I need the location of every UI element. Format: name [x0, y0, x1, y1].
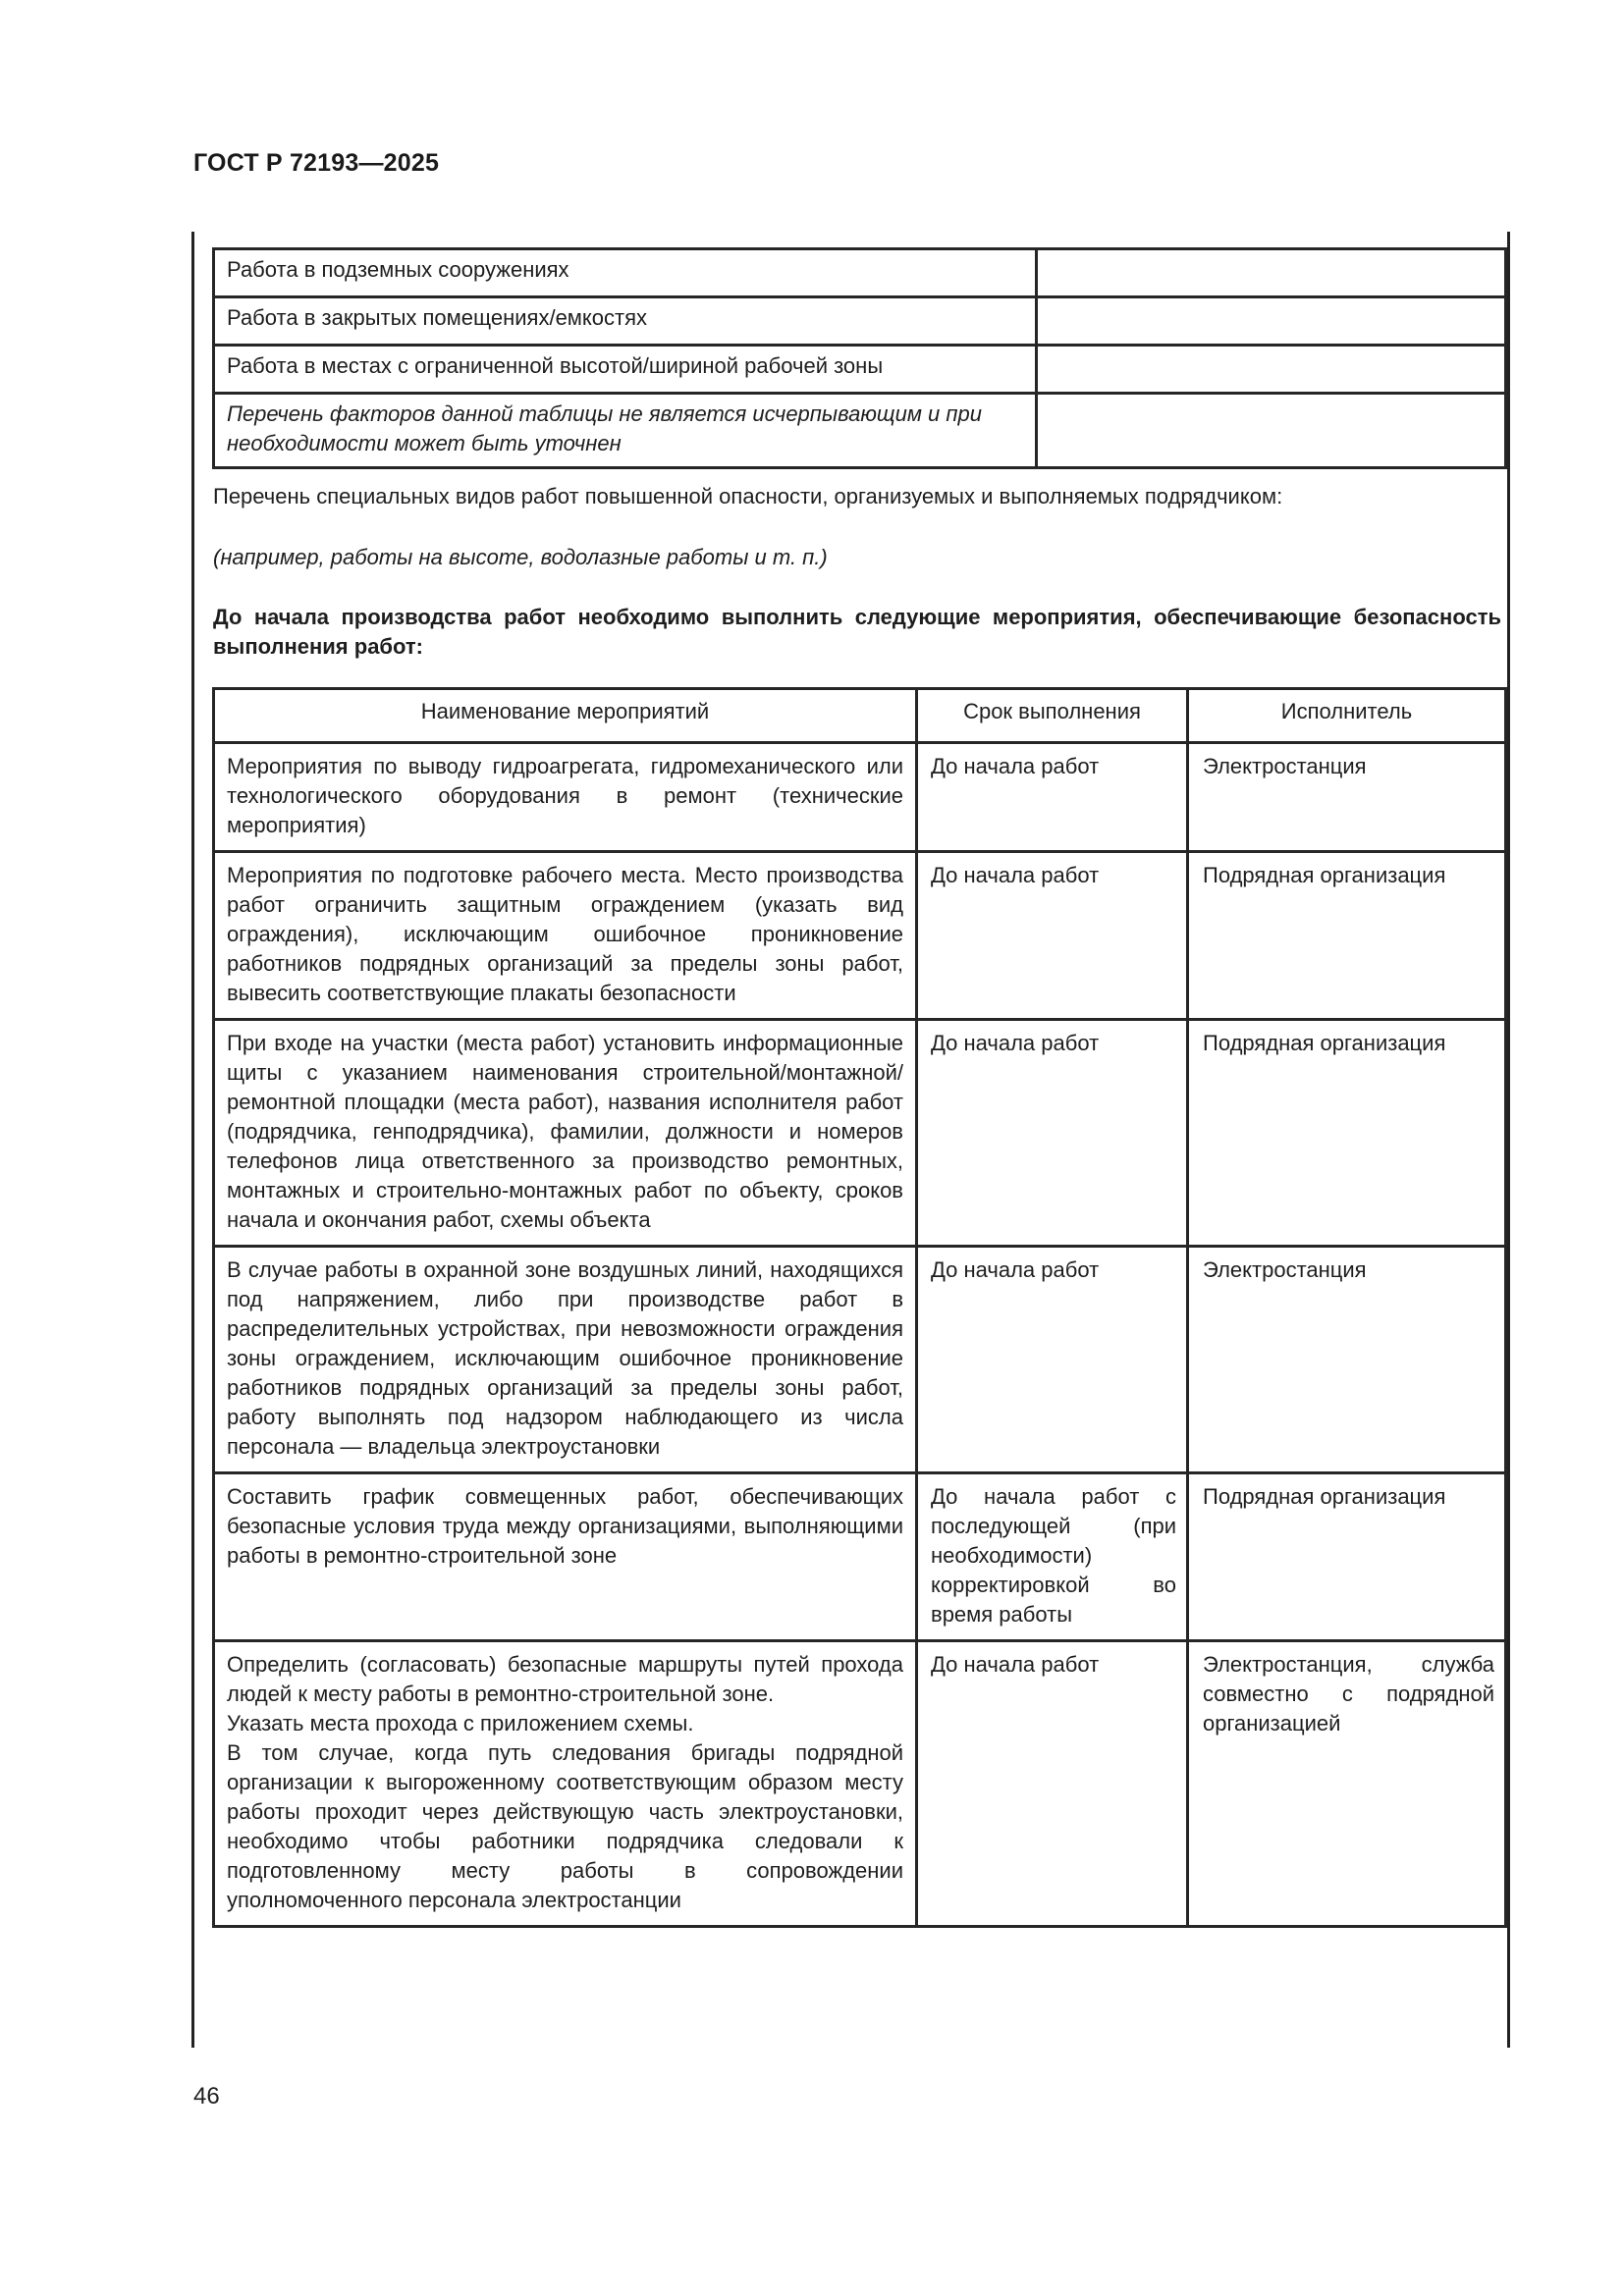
factor-value	[1037, 346, 1506, 394]
executor-cell: Подрядная организация	[1188, 1473, 1506, 1641]
executor-cell: Подрядная организация	[1188, 852, 1506, 1020]
factor-label: Работа в подземных сооружениях	[214, 249, 1037, 297]
factor-value	[1037, 297, 1506, 346]
table-row	[214, 1473, 1506, 1641]
page-number: 46	[193, 2083, 220, 2109]
table-header-row	[214, 689, 1506, 743]
factor-label: Работа в местах с ограниченной высотой/шириной рабочей зоны	[214, 346, 1037, 394]
measure-cell: При входе на участки (места работ) установить информационные щиты с указанием наименования строительной/монтажной/ремонтной площадки (места работ), названия исполнителя работ (подрядчика, генподрядчика), фамилии, должности и номеров телефонов лица ответственного за производство ремонтных, монтажных и строительно-монтажных работ по объекту, сроков начала и окончания работ, схемы объекта	[214, 1020, 917, 1247]
factor-label: Работа в закрытых помещениях/емкостях	[214, 297, 1037, 346]
table-row	[214, 1641, 1506, 1927]
column-header-measure: Наименование мероприятий	[214, 689, 917, 743]
deadline-cell: До начала работ	[917, 1641, 1188, 1927]
measure-cell: Мероприятия по выводу гидроагрегата, гидромеханического или технологического оборудования в ремонт (технические мероприятия)	[214, 743, 917, 852]
table-row	[214, 346, 1506, 394]
document-standard-title: ГОСТ Р 72193—2025	[193, 149, 440, 177]
table-row	[214, 743, 1506, 852]
executor-cell: Электростанция, служба совместно с подрядной организацией	[1188, 1641, 1506, 1927]
example-paragraph: (например, работы на высоте, водолазные работы и т. п.)	[213, 545, 828, 569]
deadline-cell: До начала работ с последующей (при необходимости) корректировкой во время работы	[917, 1473, 1188, 1641]
deadline-cell: До начала работ	[917, 743, 1188, 852]
deadline-cell: До начала работ	[917, 852, 1188, 1020]
table-row	[214, 1247, 1506, 1473]
safety-measures-table	[212, 687, 1507, 1928]
column-header-deadline: Срок выполнения	[917, 689, 1188, 743]
column-header-executor: Исполнитель	[1188, 689, 1506, 743]
executor-cell: Электростанция	[1188, 1247, 1506, 1473]
left-margin-rule	[191, 232, 194, 2048]
hazard-factors-table	[212, 247, 1507, 469]
table-row	[214, 852, 1506, 1020]
table-row	[214, 297, 1506, 346]
before-start-heading: До начала производства работ необходимо выполнить следующие мероприятия, обеспечивающие безопасность выполнения работ:	[213, 605, 1501, 659]
factor-note: Перечень факторов данной таблицы не является исчерпывающим и при необходимости может быть уточнен	[214, 394, 1037, 468]
special-works-paragraph: Перечень специальных видов работ повышенной опасности, организуемых и выполняемых подрядчиком:	[213, 484, 1283, 508]
measure-line: Указать места прохода с приложением схемы.	[227, 1711, 694, 1735]
table-row	[214, 394, 1506, 468]
executor-cell: Электростанция	[1188, 743, 1506, 852]
measure-line: В том случае, когда путь следования бригады подрядной организации к выгороженному соответствующим образом месту работы проходит через действующую часть электроустановки, необходимо чтобы работники подрядчика следовали к подготовленному месту работы в сопровождении уполномоченного персонала электростанции	[227, 1740, 903, 1912]
table-row	[214, 1020, 1506, 1247]
table-row	[214, 249, 1506, 297]
measure-cell: Мероприятия по подготовке рабочего места. Место производства работ ограничить защитным ограждением (указать вид ограждения), исключающим ошибочное проникновение работников подрядных организаций за пределы зоны работ, вывесить соответствующие плакаты безопасности	[214, 852, 917, 1020]
measure-cell	[214, 1641, 917, 1927]
right-margin-rule	[1507, 232, 1510, 2048]
measure-line: Определить (согласовать) безопасные маршруты путей прохода людей к месту работы в ремонтно-строительной зоне.	[227, 1652, 903, 1706]
factor-value	[1037, 394, 1506, 468]
executor-cell: Подрядная организация	[1188, 1020, 1506, 1247]
deadline-cell: До начала работ	[917, 1247, 1188, 1473]
deadline-cell: До начала работ	[917, 1020, 1188, 1247]
factor-value	[1037, 249, 1506, 297]
measure-cell: Составить график совмещенных работ, обеспечивающих безопасные условия труда между организациями, выполняющими работы в ремонтно-строительной зоне	[214, 1473, 917, 1641]
measure-cell: В случае работы в охранной зоне воздушных линий, находящихся под напряжением, либо при производстве работ в распределительных устройствах, при невозможности ограждения зоны ограждением, исключающим ошибочное проникновение работников подрядных организаций за пределы зоны работ, работу выполнять под надзором наблюдающего из числа персонала — владельца электроустановки	[214, 1247, 917, 1473]
